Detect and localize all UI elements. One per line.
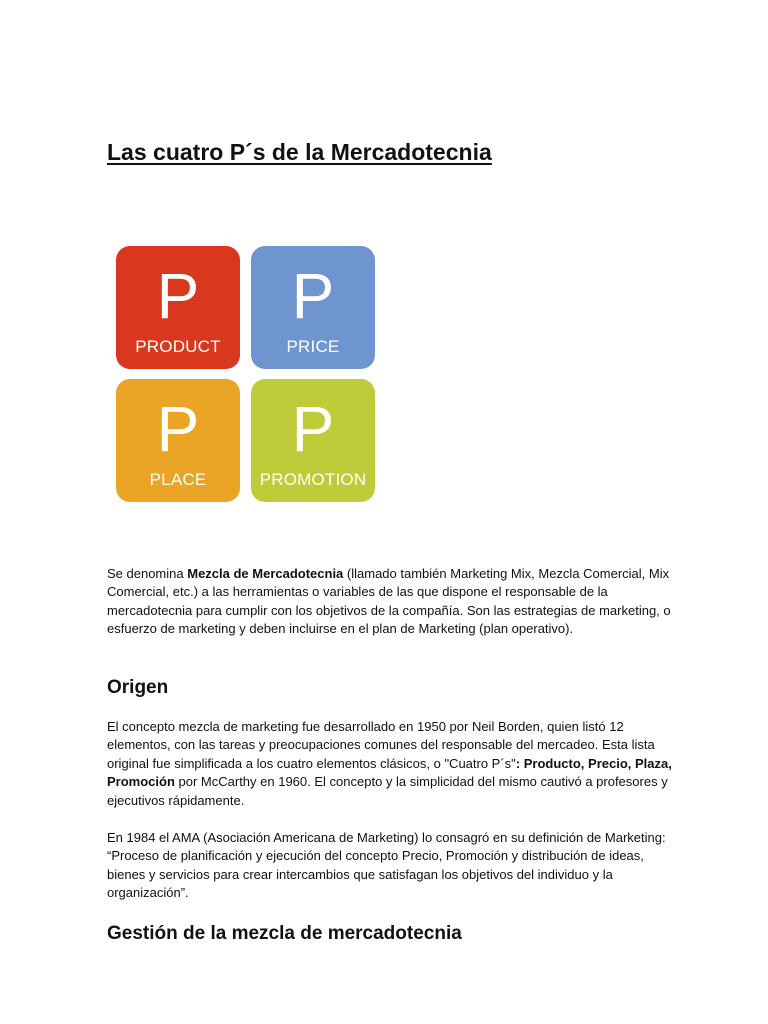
place-label: PLACE — [149, 470, 207, 489]
place-letter: P — [156, 393, 200, 465]
price-letter: P — [291, 260, 335, 332]
product-letter: P — [156, 260, 200, 332]
promotion-letter: P — [291, 393, 335, 465]
origen-p1-bold: : Producto, Precio, Plaza, Promoción — [107, 755, 672, 790]
promotion-label: PROMOTION — [259, 470, 367, 489]
origen-p1-post: por McCarthy en 1960. El concepto y la simplicidad del mismo cautivó a profesores y ejecutivos rápidamente. — [107, 774, 668, 808]
place-tile — [116, 379, 240, 502]
origen-p1-pre: El concepto mezcla de marketing fue desarrollado en 1950 por Neil Borden, quien listó 12 elementos, con las tareas y preocupaciones comunes del responsable del mercadeo. Esta lista original fue simplificada a los cuatro elementos clásicos, o "Cuatro P´s" — [107, 719, 655, 771]
product-tile — [116, 246, 240, 369]
intro-paragraph — [107, 565, 677, 639]
price-label: PRICE — [286, 337, 340, 356]
intro-text-post: (llamado también Marketing Mix, Mezcla Comercial, Mix Comercial, etc.) a las herramientas o variables de las que dispone el responsable de la mercadotecnia para cumplir con los objetivos de la compañía. Son las estrategias de marketing, o esfuerzo de marketing y deben incluirse en el plan de Marketing (plan operativo). — [107, 566, 671, 637]
intro-text-bold: Mezcla de Mercadotecnia — [187, 566, 344, 581]
origen-paragraph-1 — [107, 718, 677, 810]
gestion-heading: Gestión de la mezcla de mercadotecnia — [107, 923, 462, 944]
product-label: PRODUCT — [135, 337, 221, 356]
origen-heading: Origen — [107, 677, 169, 698]
intro-text-pre: Se denomina — [107, 566, 188, 581]
price-tile — [251, 246, 375, 369]
four-ps-diagram — [116, 246, 375, 502]
origen-paragraph-2: En 1984 el AMA (Asociación Americana de Marketing) lo consagró en su definición de Marketing: “Proceso de planificación y ejecución del concepto Precio, Promoción y distribución de ideas, bienes y servicios para crear intercambios que satisfagan los objetivos del individuo y la organización”. — [107, 830, 666, 901]
document-title: Las cuatro P´s de la Mercadotecnia — [107, 139, 492, 165]
promotion-tile — [251, 379, 375, 502]
